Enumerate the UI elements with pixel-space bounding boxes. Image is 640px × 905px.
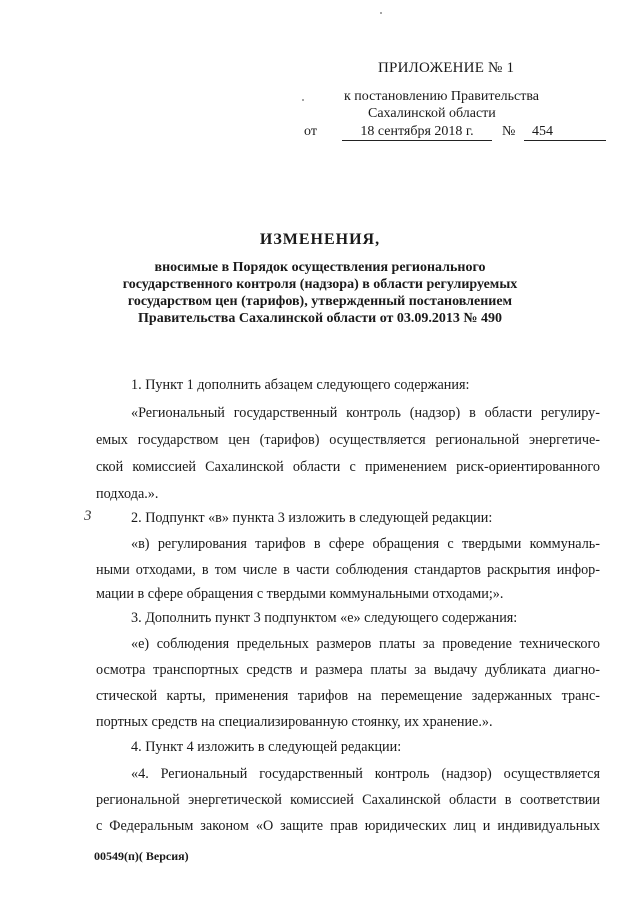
document-subtitle-line: Правительства Сахалинской области от 03.09.2013 № 490 [138,311,502,326]
handwritten-mark: 3 [84,508,92,524]
body-line: «е) соблюдения предельных размеров платы за проведение технического [131,636,600,652]
body-line: емых государством цен (тарифов) осуществляется региональной энергетиче- [96,432,600,448]
document-subtitle-line: государственного контроля (надзора) в области регулируемых [122,277,518,292]
document-subtitle-line: вносимые в Порядок осуществления регионального [154,260,486,275]
body-line: региональной энергетической комиссией Сахалинской области в соответствии [96,792,600,808]
body-line: 2. Подпункт «в» пункта 3 изложить в следующей редакции: [131,510,493,526]
appendix-line-2: Сахалинской области [368,106,496,121]
body-line: 1. Пункт 1 дополнить абзацем следующего содержания: [131,377,470,393]
document-subtitle-line: государством цен (тарифов), утвержденный постановлением [127,294,513,309]
scan-speck [302,99,304,101]
document-title: ИЗМЕНЕНИЯ, [259,231,381,248]
decree-date: 18 сентября 2018 г. [342,124,492,141]
footer-document-code: 00549(п)( Версия) [94,849,189,863]
body-line: «Региональный государственный контроль (надзор) в области регулиру- [131,405,600,421]
body-line: «4. Региональный государственный контроль (надзор) осуществляется [131,766,600,782]
body-line: мации в сфере обращения с твердыми коммунальными отходами;». [96,586,504,602]
body-line: подхода.». [96,486,159,502]
decree-number: 454 [524,124,606,141]
from-label: от [304,124,317,139]
scan-speck [380,12,382,14]
body-line: стической карты, применения тарифов на перемещение задержанных транс- [96,688,600,704]
body-line: 4. Пункт 4 изложить в следующей редакции: [131,739,402,755]
body-line: 3. Дополнить пункт 3 подпунктом «е» следующего содержания: [131,610,518,626]
body-line: осмотра транспортных средств и размера платы за выдачу дубликата диагно- [96,662,600,678]
body-line: портных средств на специализированную стоянку, их хранение.». [96,714,493,730]
body-line: «в) регулирования тарифов в сфере обращения с твердыми коммуналь- [131,536,600,552]
body-line: ской комиссией Сахалинской области с применением риск-ориентированного [96,459,600,475]
appendix-title: ПРИЛОЖЕНИЕ № 1 [378,60,515,76]
body-line: с Федеральным законом «О защите прав юридических лиц и индивидуальных [96,818,600,834]
appendix-line-1: к постановлению Правительства [344,89,540,104]
body-line: ными отходами, в том числе в части соблюдения стандартов раскрытия инфор- [96,562,600,578]
number-label: № [502,124,516,139]
